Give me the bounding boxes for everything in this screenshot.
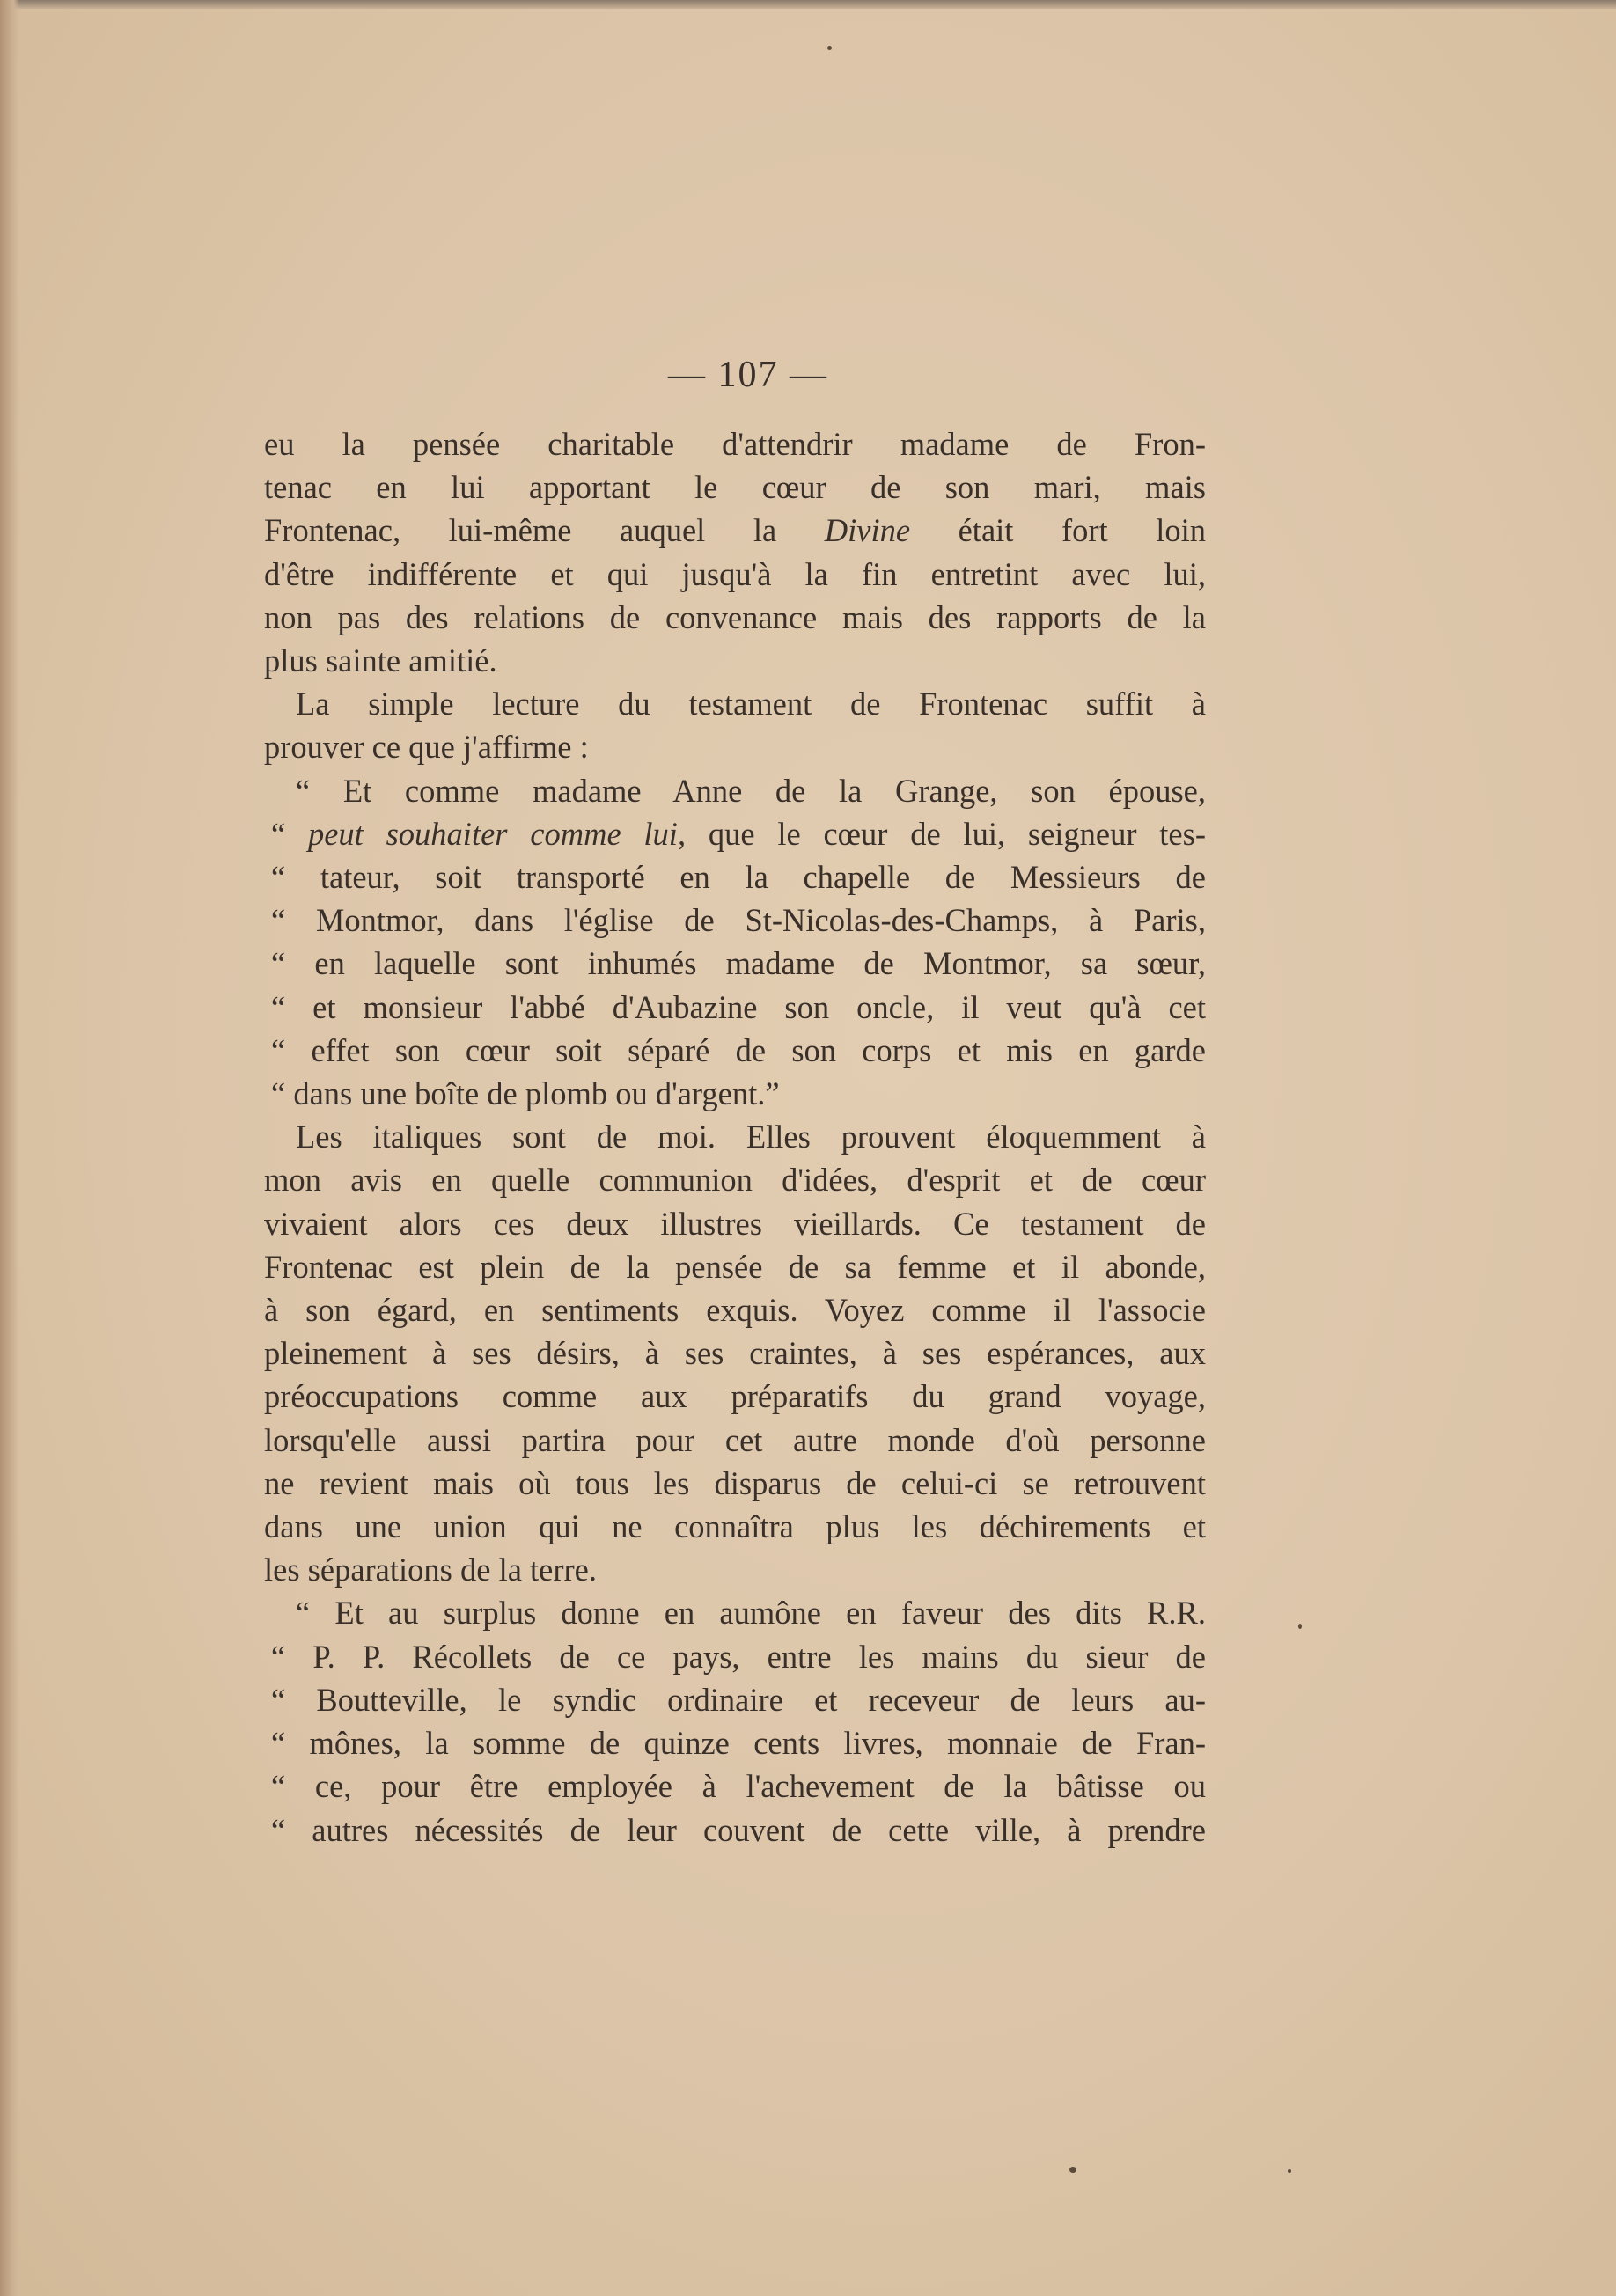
- paragraph-1: [264, 422, 1206, 682]
- text-line: les séparations de la terre.: [264, 1551, 598, 1588]
- page-top-edge: [0, 0, 1616, 9]
- text-line: tenac en lui apportant le cœur de son mari, mais: [264, 469, 1206, 506]
- text-line: mon avis en quelle communion d'idées, d'esprit et de cœur: [264, 1162, 1206, 1199]
- italic-emphasis: Divine: [824, 512, 911, 549]
- quote-line: “ dans une boîte de plomb ou d'argent.”: [271, 1075, 780, 1112]
- text-line: vivaient alors ces deux illustres vieillards. Ce testament de: [264, 1205, 1206, 1242]
- quote-line: “ ce, pour être employée à l'achevement de la bâtisse ou: [271, 1768, 1206, 1805]
- quote-line: “ en laquelle sont inhumés madame de Montmor, sa sœur,: [271, 945, 1206, 982]
- quote-line: “ mônes, la somme de quinze cents livres, monnaie de Fran-: [271, 1725, 1206, 1762]
- text-line: La simple lecture du testament de Frontenac suffit à: [296, 686, 1206, 723]
- quotation-2: [264, 1591, 1206, 1851]
- quote-line: “ P. P. Récollets de ce pays, entre les mains du sieur de: [271, 1638, 1206, 1675]
- quote-line: “ Et comme madame Anne de la Grange, son épouse,: [296, 772, 1206, 809]
- page-number: — 107 —: [668, 355, 828, 395]
- italic-emphasis: peut souhaiter comme lui,: [307, 815, 687, 852]
- text-line: à son égard, en sentiments exquis. Voyez comme il l'associe: [264, 1292, 1206, 1329]
- text-line-with-italic: Frontenac, lui-même auquel la Divine était fort loin: [264, 512, 1207, 549]
- quote-line: “ tateur, soit transporté en la chapelle de Messieurs de: [271, 859, 1206, 896]
- paragraph-2: [264, 682, 1206, 768]
- text-line: prouver ce que j'affirme :: [264, 729, 589, 766]
- text-line: non pas des relations de convenance mais des rapports de la: [264, 598, 1206, 635]
- text-line: Frontenac est plein de la pensée de sa femme et il abonde,: [264, 1248, 1206, 1285]
- quote-line: “ autres nécessités de leur couvent de cette ville, à prendre: [271, 1811, 1206, 1848]
- text-line: ne revient mais où tous les disparus de celui-ci se retrouvent: [264, 1464, 1206, 1501]
- text-line: d'être indifférente et qui jusqu'à la fin entretint avec lui,: [264, 555, 1206, 592]
- text-line: préoccupations comme aux préparatifs du grand voyage,: [264, 1378, 1206, 1415]
- body-text: [264, 422, 1206, 1852]
- quotation-1: [264, 769, 1206, 1116]
- paper-speck: [827, 46, 832, 50]
- text-line: lorsqu'elle aussi partira pour cet autre monde d'où personne: [264, 1421, 1206, 1458]
- text-line: pleinement à ses désirs, à ses craintes, à ses espérances, aux: [264, 1335, 1206, 1372]
- text-line: Les italiques sont de moi. Elles prouvent éloquemment à: [296, 1119, 1206, 1155]
- paper-speck: [1069, 2167, 1076, 2173]
- quote-line: “ Boutteville, le syndic ordinaire et receveur de leurs au-: [271, 1681, 1206, 1718]
- paragraph-4: [264, 1115, 1206, 1591]
- paper-speck: [1288, 2169, 1291, 2173]
- quote-line: “ et monsieur l'abbé d'Aubazine son oncle, il veut qu'à cet: [271, 988, 1206, 1025]
- page-binding-edge: [0, 0, 19, 2296]
- text-line: eu la pensée charitable d'attendrir madame de Fron-: [264, 426, 1206, 462]
- quote-line: “ Et au surplus donne en aumône en faveur des dits R.R.: [296, 1595, 1206, 1632]
- text-line: dans une union qui ne connaîtra plus les déchirements et: [264, 1508, 1206, 1545]
- text-line: plus sainte amitié.: [264, 642, 497, 679]
- quote-line-with-italic: “ peut souhaiter comme lui, que le cœur de lui, seigneur tes-: [271, 815, 1206, 852]
- quote-line: “ Montmor, dans l'église de St-Nicolas-des-Champs, à Paris,: [271, 902, 1206, 939]
- quote-line: “ effet son cœur soit séparé de son corps et mis en garde: [271, 1031, 1206, 1068]
- paper-speck: [1298, 1624, 1302, 1629]
